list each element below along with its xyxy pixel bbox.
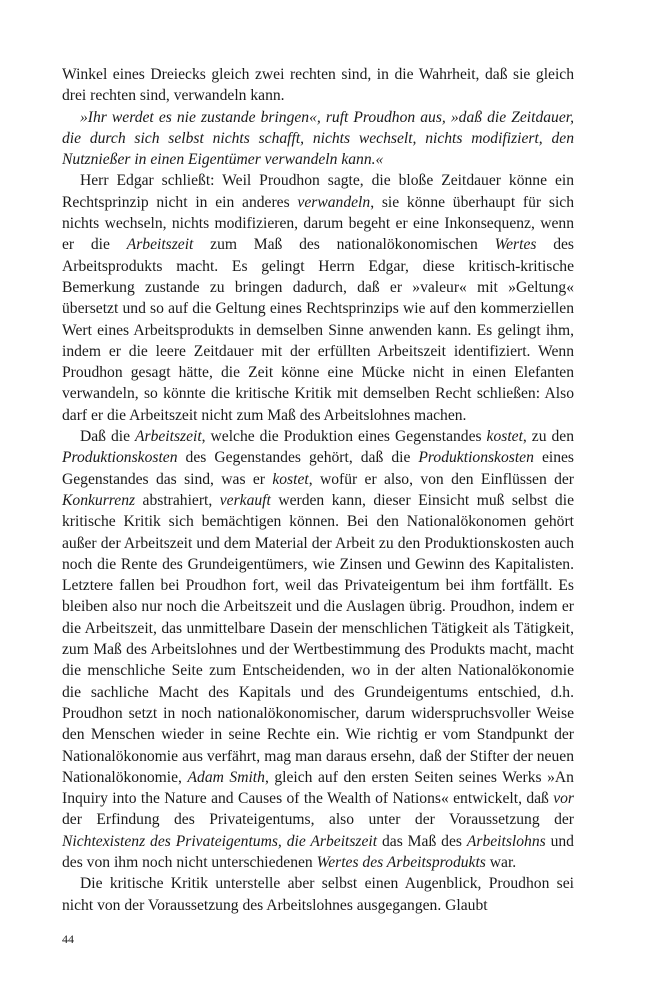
body-text bbox=[62, 64, 574, 916]
italic-text: Produktionskosten bbox=[418, 449, 534, 467]
italic-text: kostet bbox=[272, 470, 309, 488]
italic-text: Arbeitslohns bbox=[466, 832, 546, 850]
paragraph: Herr Edgar schließt: Weil Proudhon sagte, die bloße Zeitdauer könne ein Rechtsprinzip nicht in ein anderes verwandeln, sie könne überhaupt für sich nichts wechseln, nichts modifizieren, darum begeht er eine Inkonsequenz, wenn er die Arbeitszeit zum Maß des nationalökonomischen Wertes des Arbeitsprodukts macht. Es gelingt Herrn Edgar, diese kritisch-kritische Bemerkung zustande zu bringen dadurch, daß er »valeur« mit »Geltung« übersetzt und so auf die Geltung eines Rechtsprinzips wie auf den kommerziellen Wert eines Arbeitsprodukts in demselben Sinne anwenden kann. Es gelingt ihm, indem er die leere Zeitdauer mit der erfüllten Arbeitszeit identifiziert. Wenn Proudhon gesagt hätte, die Zeit könne eine Mücke nicht in einen Elefanten verwandeln, so könnte die kritische Kritik mit demselben Recht schließen: Also darf er die Arbeitszeit nicht zum Maß des Arbeitslohnes machen. bbox=[62, 172, 574, 424]
italic-text: Nichtexistenz des Privateigentums, die Arbeitszeit bbox=[62, 832, 378, 850]
italic-text: kostet bbox=[486, 428, 523, 446]
page-number: 44 bbox=[62, 932, 74, 946]
paragraph: Daß die Arbeitszeit, welche die Produktion eines Gegenstandes kostet, zu den Produktionskosten des Gegenstandes gehört, daß die Produktionskosten eines Gegenstandes das sind, was er kostet, wofür er also, von den Einflüssen der Konkurrenz abstrahiert, verkauft werden kann, dieser Einsicht muß selbst die kritische Kritik sich bemächtigen können. Bei den Nationalökonomen gehört außer der Arbeitszeit und dem Material der Arbeit zu den Produktionskosten auch noch die Rente des Grundeigentümers, wie Zinsen und Gewinn des Kapitalisten. Letztere fallen bei Proudhon fort, weil das Privateigentum bei ihm fortfällt. Es bleiben also nur noch die Arbeitszeit und die Auslagen übrig. Proudhon, indem er die Arbeitszeit, das unmittelbare Dasein der menschlichen Tätigkeit als Tätigkeit, zum Maß des Arbeitslohnes und der Wertbestimmung des Produkts macht, macht die menschliche Seite zum Entscheidenden, wo in der alten Nationalökonomie die sachliche Macht des Kapitals und des Grundeigentums entschied, d.h. Proudhon setzt in noch nationalökonomischer, darum widerspruchsvoller Weise den Menschen wieder in seine Rechte ein. Wie richtig er vom Standpunkt der Nationalökonomie aus verfährt, mag man daraus ersehn, daß der Stifter der neuen Nationalökonomie, Adam Smith, gleich auf den ersten Seiten seines Werks »An Inquiry into the Nature and Causes of the Wealth of Nations« entwickelt, daß vor der Erfindung des Privateigentums, also unter der Voraussetzung der Nichtexistenz des Privateigentums, die Arbeitszeit das Maß des Arbeitslohns und des von ihm noch nicht unterschiedenen Wertes des Arbeitsprodukts war. bbox=[62, 428, 574, 871]
italic-text: Produktionskosten bbox=[62, 449, 178, 467]
quote-paragraph: »Ihr werdet es nie zustande bringen«, ruft Proudhon aus, »daß die Zeitdauer, die durch sich selbst nichts schafft, nichts wechselt, nichts modifiziert, den Nutznießer in einen Eigentümer verwandeln kann.« bbox=[62, 108, 574, 169]
paragraph: Winkel eines Dreiecks gleich zwei rechten sind, in die Wahrheit, daß sie gleich drei rechten sind, verwandeln kann. bbox=[62, 66, 574, 105]
italic-text: Arbeitszeit bbox=[126, 236, 194, 254]
italic-text: verkauft bbox=[219, 491, 271, 509]
italic-text: vor bbox=[553, 790, 574, 808]
italic-text: Konkurrenz bbox=[62, 491, 136, 509]
italic-text: Adam Smith bbox=[187, 768, 265, 786]
paragraph: Die kritische Kritik unterstelle aber selbst einen Augenblick, Proudhon sei nicht von der Voraussetzung des Arbeitslohnes ausgegangen. Glaubt bbox=[62, 875, 574, 914]
italic-text: Arbeitszeit bbox=[134, 428, 202, 446]
italic-text: Wertes des Arbeitsprodukts bbox=[316, 853, 486, 871]
italic-text: Wertes bbox=[494, 236, 537, 254]
italic-text: verwandeln bbox=[297, 193, 371, 211]
